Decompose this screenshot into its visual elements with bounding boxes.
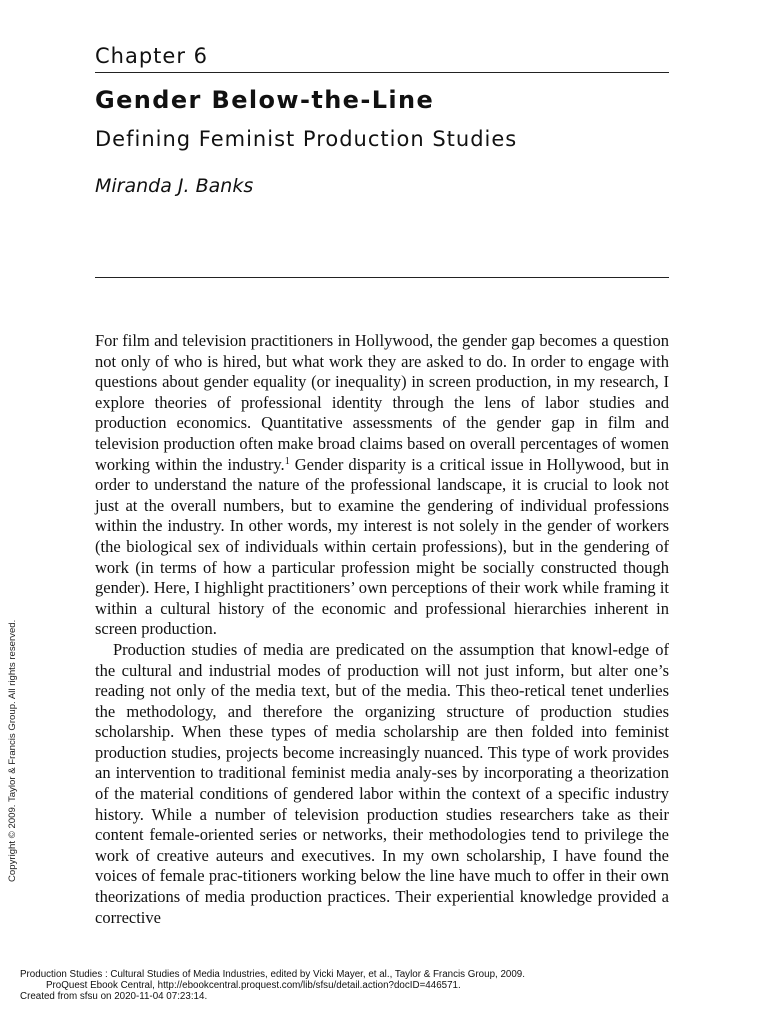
paragraph-2: Production studies of media are predicated on the assumption that knowl-edge of the cultural and industrial modes of production will not just inform, but alter one’s reading not only of the media text, but of the media. This theo-retical tenet underlies the methodology, and therefore the organizing structure of production studies scholarship. When these types of media scholarship are then folded into feminist production studies, projects become increasingly nuanced. This type of work provides an intervention to traditional feminist media analy-ses by incorporating a theorization of the material conditions of gendered labor within the context of a specific industry history. While a number of television production studies researchers take as their content female-oriented series or networks, their methodologies tend to privilege the work of creative auteurs and executives. In my own scholarship, I have found the voices of female prac-titioners working below the line have much to offer in their own theorizations of media production practices. Their experiential knowledge provided a corrective — [95, 639, 669, 927]
footnote-marker[interactable]: 1 — [284, 455, 290, 467]
chapter-title: Gender Below-the-Line — [95, 86, 435, 114]
paragraph-1-part-b: Gender disparity is a critical issue in Hollywood, but in order to understand the nature of the professional landscape, it is crucial to look not just at the overall numbers, but to examine the gendering of individual professions within the industry. In other words, my interest is not solely in the gender of workers (the biological sex of individuals within certain professions), but in the gendering of work (in terms of how a particular profession might be socially constructed though gender). Here, I highlight practitioners’ own perceptions of their work while framing it within a cultural history of the economic and professional hierarchies inherent in screen production. — [95, 454, 669, 639]
top-rule — [95, 72, 669, 73]
paragraph-1 — [95, 331, 669, 640]
body-text — [95, 331, 669, 928]
chapter-subtitle: Defining Feminist Production Studies — [95, 127, 518, 151]
copyright-notice: Copyright © 2009. Taylor & Francis Group. All rights reserved. — [7, 619, 18, 882]
ebook-link-line[interactable]: ProQuest Ebook Central, http://ebookcentral.proquest.com/lib/sfsu/detail.action?docID=446571. — [46, 980, 461, 991]
citation-footer — [20, 969, 760, 1002]
paragraph-1-part-a: For film and television practitioners in Hollywood, the gender gap becomes a question not only of who is hired, but what work they are asked to do. In order to engage with questions about gender equality (or inequality) in screen production, in my research, I explore theories of professional identity through the lens of labor studies and production economics. Quantitative assessments of the gender gap in film and television production often make broad claims based on overall percentages of women working within the industry. — [95, 331, 669, 474]
header-bottom-rule — [95, 277, 669, 278]
author-name: Miranda J. Banks — [95, 175, 254, 197]
created-timestamp: Created from sfsu on 2020-11-04 07:23:14. — [20, 991, 208, 1002]
citation-line: Production Studies : Cultural Studies of Media Industries, edited by Vicki Mayer, et al., Taylor & Francis Group, 2009. — [20, 969, 525, 980]
chapter-label: Chapter 6 — [95, 44, 208, 68]
